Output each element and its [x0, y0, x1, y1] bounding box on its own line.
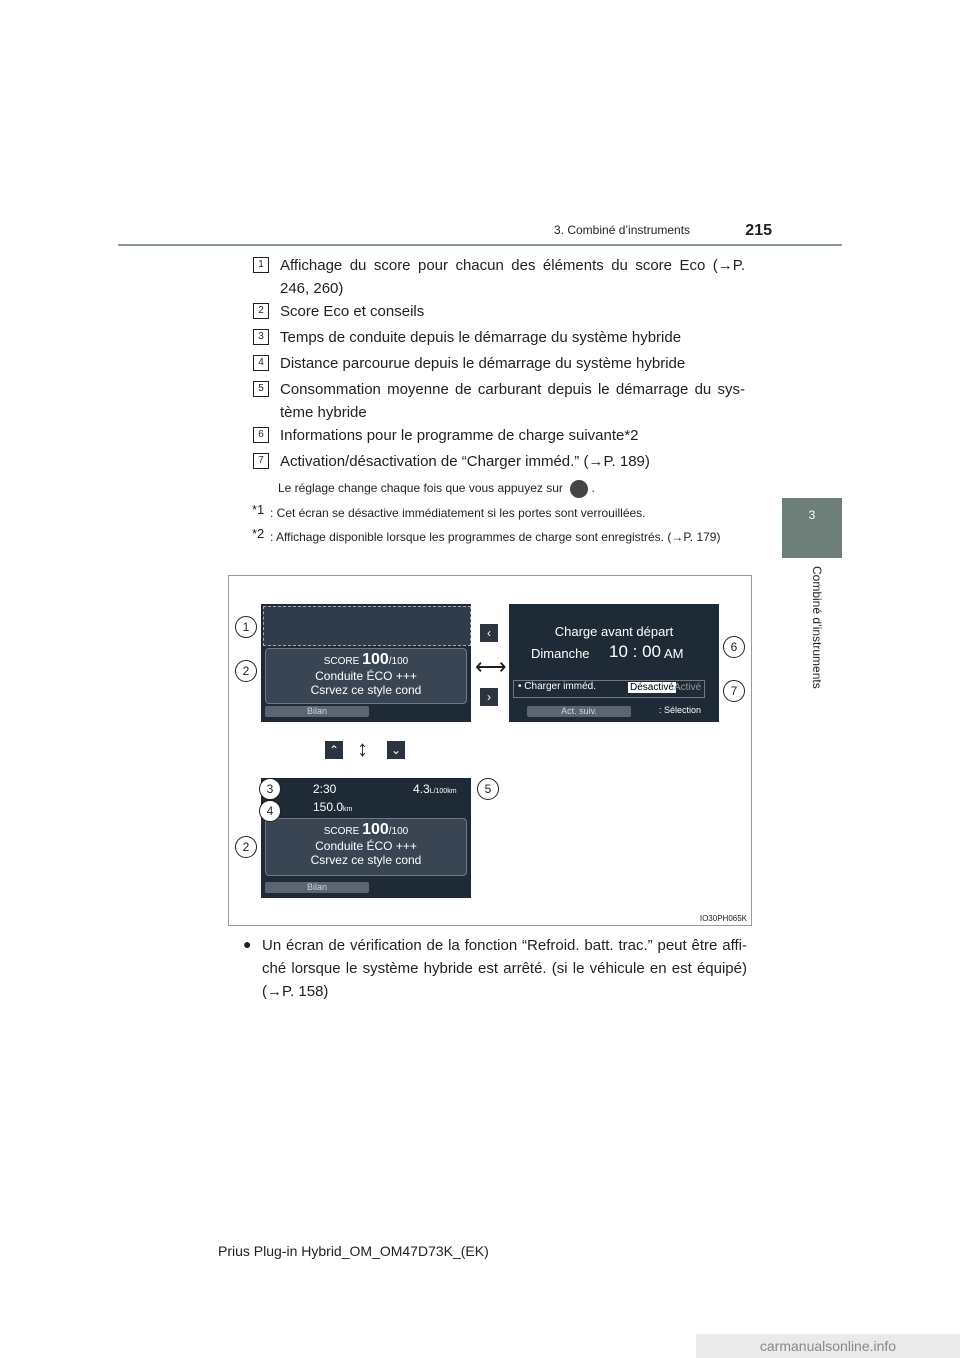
item-badge-5: 5 [253, 381, 269, 397]
callout-3: 3 [259, 778, 281, 800]
footer-text: Prius Plug-in Hybrid_OM_OM47D73K_(EK) [218, 1243, 489, 1259]
section-title: 3. Combiné d’instruments [554, 223, 691, 237]
callout-5: 5 [477, 778, 499, 800]
bilan-label-2: Bilan [265, 882, 369, 893]
callout-4: 4 [259, 800, 281, 822]
callout-2: 2 [235, 660, 257, 682]
item-7: Activation/désactivation de “Charger imméd.” (→P. 189) [280, 453, 650, 470]
off-option: Désactivé [630, 682, 674, 693]
item-6: Informations pour le programme de charge suivante*2 [280, 427, 639, 444]
score-line-1: Conduite ÉCO +++ [315, 669, 417, 683]
eco-score-screen [261, 604, 471, 722]
item-3: Temps de conduite depuis le démarrage du système hybride [280, 329, 682, 346]
score-line-2: Csrvez ce style cond [310, 683, 422, 697]
charge-schedule-screen [509, 604, 719, 722]
item-5: Consommation moyenne de carburant depuis le démarrage du sys-tème hybride [280, 381, 745, 421]
bullet-icon: ● [243, 936, 252, 952]
chapter-number: 3 [808, 508, 816, 522]
swap-vertical-icon: ↕ [357, 736, 368, 761]
chevron-left-icon: ‹ [480, 624, 498, 642]
item-badge-1: 1 [253, 257, 269, 273]
chapter-tab [782, 498, 842, 558]
score-panel: SCORE 100/100 Conduite ÉCO +++ Csrvez ce style cond [265, 648, 467, 704]
item-7-note: Le réglage change chaque fois que vous appuyez sur . [278, 479, 595, 498]
charge-title: Charge avant départ [554, 624, 674, 639]
score-line-2b: Csrvez ce style cond [310, 853, 422, 867]
avg-consumption: 4.3 [413, 782, 430, 796]
callout-7: 7 [723, 680, 745, 702]
item-1: Affichage du score pour chacun des éléments du score Eco (→P. 246, 260) [280, 257, 745, 297]
item-badge-7: 7 [253, 453, 269, 469]
chevron-right-icon: › [480, 688, 498, 706]
chevron-down-icon: ⌄ [387, 741, 405, 759]
next-action-label: Act. suiv. [527, 706, 631, 717]
distance: 150.0 [313, 800, 344, 814]
select-label: : Sélection [659, 705, 702, 715]
chevron-up-icon: ⌃ [325, 741, 343, 759]
drive-time: 2:30 [313, 782, 337, 796]
charger-now-row: • Charger imméd. Désactivé Activé [513, 680, 705, 698]
item-7-note-text: Le réglage change chaque fois que vous appuyez sur [278, 481, 563, 495]
page-number: 215 [745, 222, 772, 239]
watermark: carmanualsonline.info [696, 1334, 960, 1358]
trip-info-screen: 2:30 4.3L/100km 150.0km SCORE 100/100 Conduite ÉCO +++ Csrvez ce style cond Bilan [261, 778, 471, 898]
score-panel-2: SCORE 100/100 Conduite ÉCO +++ Csrvez ce style cond [265, 818, 467, 876]
footnote-mark-1: *1 [252, 502, 265, 517]
display-figure [228, 575, 752, 926]
footnote-mark-2: *2 [252, 526, 265, 541]
bullet-paragraph: Un écran de vérification de la fonction “Refroid. batt. trac.” peut être affi-ché lorsque le système hybride est arrêté. (si le véhicule en est équipé) (→P. 158) [262, 937, 747, 1000]
header-divider [118, 244, 842, 246]
item-badge-3: 3 [253, 329, 269, 345]
item-4: Distance parcourue depuis le démarrage du système hybride [280, 355, 686, 372]
callout-1: 1 [235, 616, 257, 638]
score-line-1b: Conduite ÉCO +++ [315, 839, 417, 853]
charge-day: Dimanche [531, 646, 590, 661]
chapter-label: Combiné d’instruments [810, 566, 824, 689]
eco-element-bars [263, 606, 471, 646]
callout-2b: 2 [235, 836, 257, 858]
item-badge-4: 4 [253, 355, 269, 371]
charge-time: 10 : 00 [609, 642, 661, 661]
on-option: Activé [674, 682, 702, 693]
item-badge-6: 6 [253, 427, 269, 443]
steering-switch-icon [570, 480, 588, 498]
item-2: Score Eco et conseils [280, 303, 425, 320]
footnote-2: : Affichage disponible lorsque les programmes de charge sont enregistrés. (→P. 179) [270, 530, 721, 544]
bilan-label: Bilan [265, 706, 369, 717]
figure-code: IO30PH065K [699, 914, 747, 923]
swap-horizontal-icon: ⟷ [475, 654, 507, 679]
charge-ampm: AM [664, 646, 684, 661]
item-badge-2: 2 [253, 303, 269, 319]
callout-6: 6 [723, 636, 745, 658]
footnote-1: : Cet écran se désactive immédiatement si les portes sont verrouillées. [270, 506, 646, 520]
